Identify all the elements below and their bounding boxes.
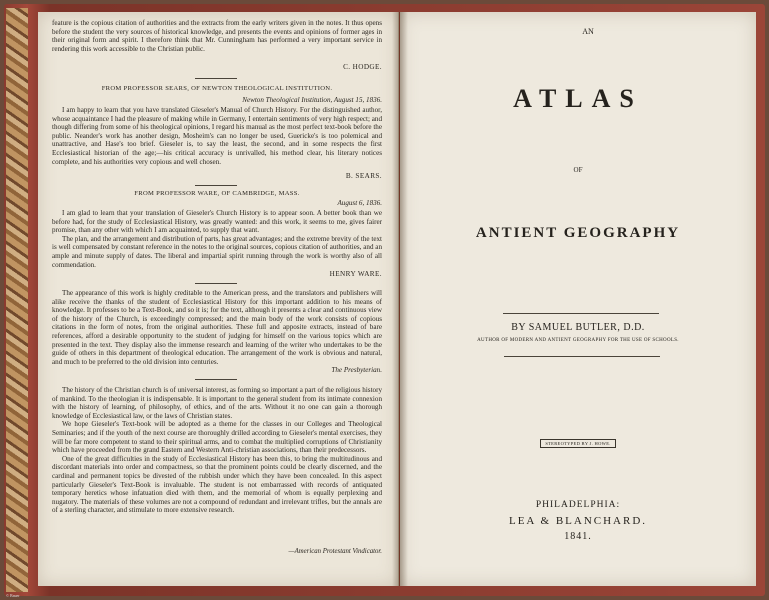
divider <box>195 283 237 284</box>
vindicator-text-1: The history of the Christian church is of universal interest, as forming so important a part of the religious history of mankind. To the theologian it is indispensable. It is important to the general student from its intimate connexion with the history of learning, of philosophy, of ethics, and of the arts. Without it no one can gain a thorough knowledge of Ecclesiastical law, or the laws of Christian states. <box>52 386 382 420</box>
title-rule-bottom <box>504 356 660 357</box>
title-atlas: ATLAS <box>513 84 643 113</box>
stereotyped-box <box>400 432 756 450</box>
ware-signature: HENRY WARE. <box>329 270 382 278</box>
vindicator-signature: —American Protestant Vindicator. <box>288 548 382 555</box>
author-line: BY SAMUEL BUTLER, D.D. <box>511 322 645 333</box>
title-antient-geography: ANTIENT GEOGRAPHY <box>475 225 681 241</box>
title-an: AN <box>582 27 594 36</box>
divider <box>195 379 237 380</box>
hodge-signature: C. HODGE. <box>343 63 382 71</box>
presbyterian-text: The appearance of this work is highly creditable to the American press, and the translators and publishers will alike receive the thanks of the student of Ecclesiastical History for this important addition to his means of knowledge. It professes to be a Text-Book, and so it is; for the text, although it presents a clear and continuous view of the history of the Church, is exceedingly compressed; and the main body of the work consists of copious citations in the form of notes, from the original authorities. These full and apposite extracts, instead of bare references, afford a desirable opportunity to the student of judging for himself on the various topics which are presented in the text. They display also the immense research and learning of the writer who undertakes to be the guide of others in this department of theological education. The arrangement of the work is obvious and natural, and much to be preferred to the old division into centuries. <box>52 289 382 366</box>
sears-text: I am happy to learn that you have translated Gieseler's Manual of Church History. For the distinguished author, whose acquaintance I had the pleasure of making while in Germany, I entertain sentiments of very high respect; and though differing from some of his theological opinions, I regard his manual as the most perfect text-book before the public. Neander's work has another design, Mosheim's can no longer be used, Guericke's is too polemical and unattractive, and Hase's too brief. Gieseler is, to say the least, the second, and in some respects the first Ecclesiastical historian of the age;—his critical accuracy is unrivalled, his method clear, his literary notices complete, and his authorities very copious and well chosen. <box>52 106 382 166</box>
sears-dateline: Newton Theological Institution, August 15, 1836. <box>242 96 382 104</box>
title-rule-top <box>503 313 659 314</box>
imprint-publisher: LEA & BLANCHARD. <box>508 515 648 527</box>
vindicator-text-2: We hope Gieseler's Text-book will be adopted as a theme for the classes in our Colleges and Theological Seminaries; and if the youth of the next course are thoroughly drilled according to Gieseler's mental exercises, they will be far more competent to stand to their spiritual arms, and to combat the multiplied corruptions of Christianity which have proceeded from the grand Eastern and Western Anti-christian associations, than their predecessors. <box>52 420 382 455</box>
ware-text-2: The plan, and the arrangement and distribution of parts, has great advantages; and the extreme brevity of the text is well compensated by constant reference in the notes to the original sources, copious citation of authorities, and an ample and minute supply of dates. The liberal and impartial spirit running through the work is worthy also of all commendation. <box>52 234 382 269</box>
presbyterian-paragraph <box>52 289 382 366</box>
sears-signature: B. SEARS. <box>345 172 382 180</box>
imprint-city: PHILADELPHIA: <box>535 500 621 510</box>
imprint-year: 1841. <box>564 531 592 542</box>
title-of: OF <box>573 166 583 174</box>
vindicator-text-3: One of the great difficulties in the study of Ecclesiastical History has been this, to bring the multitudinous and discordant materials into order and compactness, so that the prominent points could be clearly discerned, and the cardinal and permanent topics be divested of the rubbish under which they have been concealed. In this aspect particularly Gieseler's Text-Book is invaluable. The student is not embarrassed with records of antiquated temporary heretics whose infatuation died with them, and the memorial of whom is equally perplexing and nugatory. The materials of these volumes are not a compound of redundant and irrelevant trifles, but the annals are of a sterling character, and stimulate to more extensive research. <box>52 454 382 515</box>
stereotyped-label: STEREOTYPED BY J. HOWE. <box>540 439 615 448</box>
marbled-edge <box>6 8 28 592</box>
ware-dateline: August 6, 1836. <box>337 199 382 207</box>
ware-text-1: I am glad to learn that your translation of Gieseler's Church History is to appear soon. A better book than we before had, for the study of Ecclesiastical History, was greatly wanted: and this work, it seems to me, gives fairer promise, than any other with which I am acquainted, to supply that want. <box>52 209 382 235</box>
ware-paragraph <box>52 209 382 269</box>
ware-heading: FROM PROFESSOR WARE, OF CAMBRIDGE, MASS. <box>134 190 300 197</box>
sears-heading: FROM PROFESSOR SEARS, OF NEWTON THEOLOGICAL INSTITUTION. <box>101 85 333 92</box>
sears-paragraph <box>52 106 382 166</box>
divider <box>195 185 237 186</box>
divider <box>195 78 237 79</box>
vindicator-paragraph <box>52 386 382 515</box>
intro-text: feature is the copious citation of authorities and the extracts from the early writers given in the notes. It thus opens before the student the very sources of historical knowledge, and presents the events and opinions of former ages in their original form and spirit. I therefore think that Mr. Cunningham has performed a very important service in rendering this work accessible to the Christian public. <box>52 19 382 53</box>
presbyterian-signature: The Presbyterian. <box>331 366 382 374</box>
intro-paragraph <box>52 19 382 53</box>
photo-credit: © Bauer <box>6 593 20 598</box>
author-credentials: AUTHOR OF MODERN AND ANTIENT GEOGRAPHY FOR THE USE OF SCHOOLS. <box>477 338 679 343</box>
